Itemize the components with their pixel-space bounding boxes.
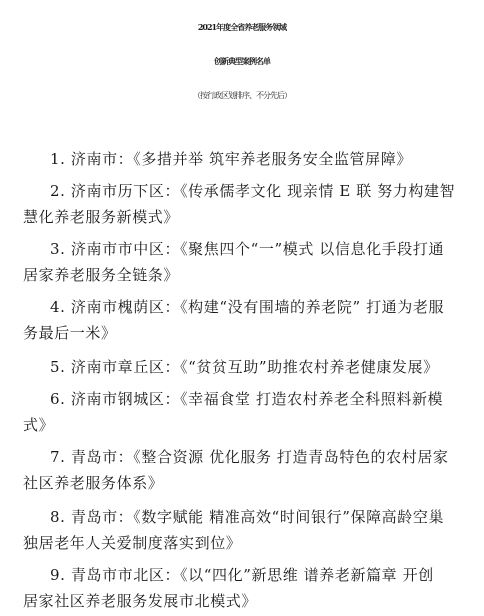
list-item-1: 1. 济南市：《多措并举 筑牢养老服务安全监管屏障》 [50,150,412,168]
list-item-7: 7. 青岛市：《整合资源 优化服务 打造青岛特色的农村居家 [50,448,449,466]
list-item-8: 8. 青岛市：《数字赋能 精准高效“时间银行”保障高龄空巢 [50,508,445,526]
list-item-2: 2. 济南市历下区：《传承儒孝文化 现亲情 E 联 努力构建智 [50,182,456,200]
list-item-3-continuation: 居家养老服务全链条》 [23,266,180,284]
list-item-5: 5. 济南市章丘区：《“贫贫互助”助推农村养老健康发展》 [50,358,439,376]
document-title-line-1: 2021年度全省养老服务领域 [197,22,287,32]
document-title-line-2: 创新典型案例名单 [214,56,270,66]
list-item-9: 9. 青岛市市北区：《以“四化”新思维 谱养老新篇章 开创 [50,566,434,584]
list-item-6: 6. 济南市钢城区：《幸福食堂 打造农村养老全科照料新模 [50,390,444,408]
list-item-3: 3. 济南市市中区：《聚焦四个“一”模式 以信息化手段打通 [50,240,445,258]
list-item-2-continuation: 慧化养老服务新模式》 [23,208,180,226]
list-item-6-continuation: 式》 [23,416,55,434]
list-item-9-continuation: 居家社区养老服务发展市北模式》 [23,592,258,610]
list-item-4: 4. 济南市槐荫区：《构建“没有围墙的养老院” 打通为老服 [50,298,445,316]
document-subtitle: （按行政区划排序、不分先后） [193,91,291,100]
list-item-7-continuation: 社区养老服务体系》 [23,474,164,492]
list-item-4-continuation: 务最后一米》 [23,324,117,342]
list-item-8-continuation: 独居老年人关爱制度落实到位》 [23,534,242,552]
